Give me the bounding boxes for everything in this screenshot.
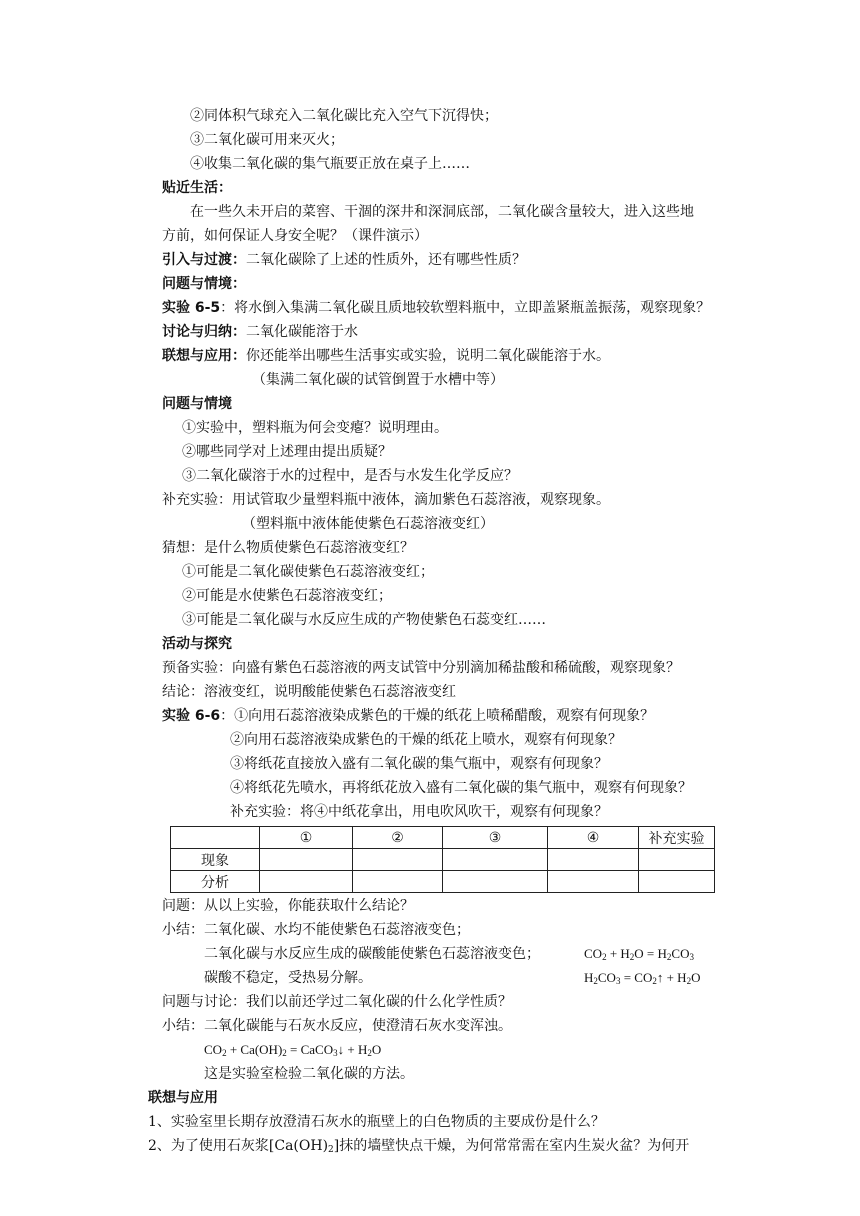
table-header-cell: ①: [260, 827, 353, 849]
text-line: 补充实验：用试管取少量塑料瓶中液体，滴加紫色石蕊溶液，观察现象。: [162, 492, 610, 508]
section-heading: 联想与应用: [148, 1090, 218, 1106]
table-cell: [443, 849, 548, 871]
text-span: 你还能举出哪些生活事实或实验，说明二氧化碳能溶于水。: [246, 348, 610, 364]
text-line: 结论：溶液变红，说明酸能使紫色石蕊溶液变红: [162, 684, 456, 700]
section-heading: 问题与情境: [162, 396, 232, 412]
section-heading: 联想与应用：: [162, 348, 246, 364]
text-span: ：将水倒入集满二氧化碳且质地较软塑料瓶中，立即盖紧瓶盖振荡，观察现象？: [220, 300, 711, 316]
text-line: 小结：二氧化碳能与石灰水反应，使澄清石灰水变浑浊。: [162, 1018, 512, 1034]
text-line: 小结：二氧化碳、水均不能使紫色石蕊溶液变色；: [162, 922, 470, 938]
text-line: ③二氧化碳溶于水的过程中，是否与水发生化学反应？: [182, 468, 518, 484]
equation-limewater: $CO_2 + Ca(OH)_2$ = CaCO$_3$↓ + $H_2O$: [204, 1042, 382, 1058]
observation-table: [170, 826, 715, 893]
text-line: ①实验中，塑料瓶为何会变瘪？说明理由。: [182, 420, 448, 436]
text-line: ④收集二氧化碳的集气瓶要正放在桌子上……: [190, 156, 470, 172]
text-line: 预备实验：向盛有紫色石蕊溶液的两支试管中分别滴加稀盐酸和稀硫酸，观察现象？: [162, 660, 680, 676]
section-heading: 活动与探究: [162, 636, 232, 652]
table-cell: [353, 871, 443, 893]
text-line: 这是实验室检验二氧化碳的方法。: [204, 1066, 414, 1082]
table-header-cell: ②: [353, 827, 443, 849]
text-line: 2、为了使用石灰浆$[Ca(OH)_2]$抹的墙壁快点干燥，为何常常需在室内生炭火盆？为何开: [148, 1138, 690, 1155]
text-line: （塑料瓶中液体能使紫色石蕊溶液变红）: [242, 516, 494, 532]
table-cell: [639, 871, 715, 893]
experiment-label: 实验 6-5: [162, 300, 221, 316]
table-header-row: [171, 827, 715, 849]
text-line: ②向用石蕊溶液染成紫色的干燥的纸花上喷水，观察有何现象？: [230, 732, 622, 748]
text-line: 方前，如何保证人身安全呢？（课件演示）: [162, 228, 428, 244]
text-line: ①可能是二氧化碳使紫色石蕊溶液变红；: [182, 564, 434, 580]
table-row-label: 分析: [171, 871, 260, 893]
table-cell: [639, 849, 715, 871]
section-heading: 贴近生活：: [162, 180, 232, 196]
text-line: 在一些久未开启的菜窖、干涸的深井和深洞底部，二氧化碳含量较大，进入这些地: [190, 204, 694, 220]
text-line: ④将纸花先喷水，再将纸花放入盛有二氧化碳的集气瓶中，观察有何现象？: [230, 780, 692, 796]
text-line: （集满二氧化碳的试管倒置于水槽中等）: [252, 372, 504, 388]
text-line: ③可能是二氧化碳与水反应生成的产物使紫色石蕊变红……: [182, 612, 546, 628]
table-header-cell: 补充实验: [639, 827, 715, 849]
text-line: 问题与讨论：我们以前还学过二氧化碳的什么化学性质？: [162, 994, 512, 1010]
text-line: [162, 706, 654, 726]
text-line: [162, 322, 358, 342]
table-header-cell: ④: [548, 827, 639, 849]
text-span: 二氧化碳除了上述的性质外，还有哪些性质？: [246, 252, 526, 268]
text-line: [162, 346, 610, 366]
text-line: ③二氧化碳可用来灭火；: [190, 132, 344, 148]
table-row-label: 现象: [171, 849, 260, 871]
text-span: ：①向用石蕊溶液染成紫色的干燥的纸花上喷稀醋酸，观察有何现象？: [220, 708, 655, 724]
text-line: ②同体积气球充入二氧化碳比充入空气下沉得快；: [190, 108, 498, 124]
text-line: 补充实验：将④中纸花拿出，用电吹风吹干，观察有何现象？: [230, 804, 608, 820]
text-line: [162, 298, 710, 318]
table-cell: [443, 871, 548, 893]
section-heading: 引入与过渡：: [162, 252, 246, 268]
table-cell: [260, 849, 353, 871]
table-row: [171, 871, 715, 893]
table-row: [171, 849, 715, 871]
table-header-cell: ③: [443, 827, 548, 849]
experiment-label: 实验 6-6: [162, 708, 221, 724]
text-line: ③将纸花直接放入盛有二氧化碳的集气瓶中，观察有何现象？: [230, 756, 608, 772]
text-line: 猜想：是什么物质使紫色石蕊溶液变红？: [162, 540, 414, 556]
table-cell: [548, 849, 639, 871]
text-line: ②哪些同学对上述理由提出质疑？: [182, 444, 392, 460]
text-line: ②可能是水使紫色石蕊溶液变红；: [182, 588, 392, 604]
text-line: 碳酸不稳定，受热易分解。: [204, 970, 372, 986]
table-cell: [260, 871, 353, 893]
equation-carbonic-decomposition: $H_2CO_3$ = $CO_2↑ + H_2O$: [584, 970, 701, 986]
text-line: [162, 250, 526, 270]
table-cell: [171, 827, 260, 849]
section-heading: 问题与情境：: [162, 276, 246, 292]
text-line: 1、实验室里长期存放澄清石灰水的瓶壁上的白色物质的主要成份是什么？: [148, 1114, 605, 1130]
text-line: 问题：从以上实验，你能获取什么结论？: [162, 898, 414, 914]
equation-co2-water: $CO_2 + H_2O = H_2CO_3$: [584, 946, 694, 962]
section-heading: 讨论与归纳：: [162, 324, 246, 340]
text-line: 二氧化碳与水反应生成的碳酸能使紫色石蕊溶液变色；: [204, 946, 540, 962]
table-cell: [548, 871, 639, 893]
table-cell: [353, 849, 443, 871]
text-span: 二氧化碳能溶于水: [246, 324, 358, 340]
